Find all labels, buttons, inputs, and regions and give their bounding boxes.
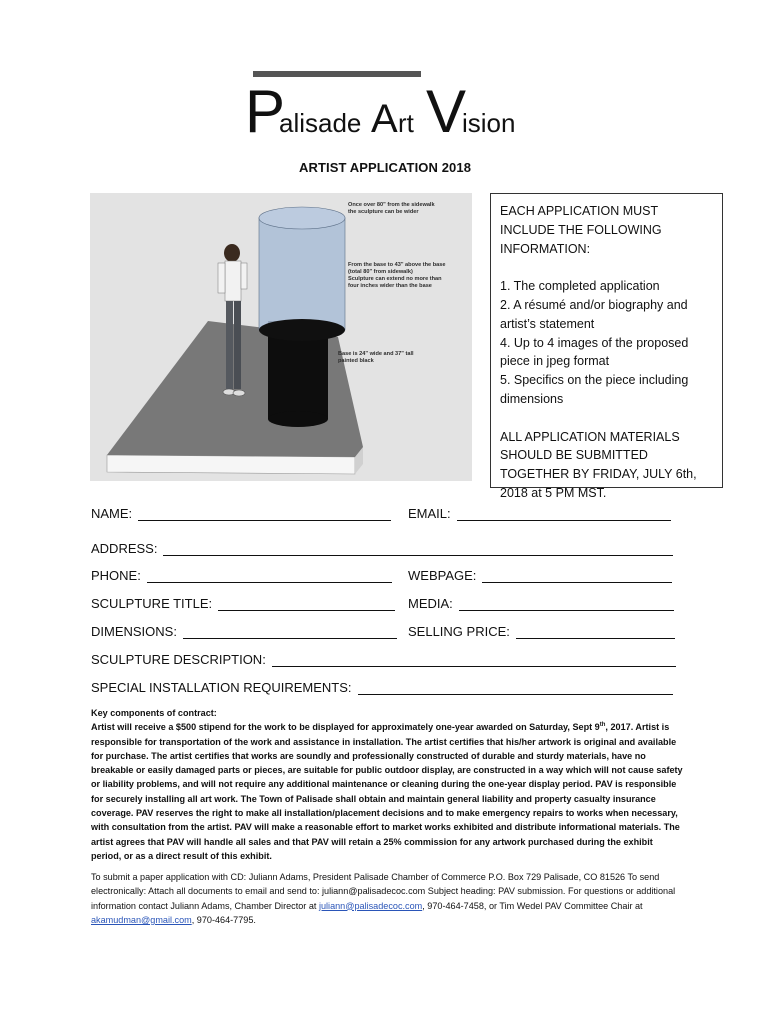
committee-email-link[interactable]: akamudman@gmail.com — [91, 914, 192, 925]
email-label: EMAIL: — [408, 506, 451, 521]
special-installation-input-line[interactable] — [358, 680, 673, 695]
requirements-intro: EACH APPLICATION MUST INCLUDE THE FOLLOWING INFORMATION: — [500, 204, 662, 256]
dimensions-input-line[interactable] — [183, 624, 397, 639]
form-row-name-email — [91, 506, 681, 526]
special-installation-field[interactable] — [91, 680, 673, 695]
address-field[interactable] — [91, 541, 673, 556]
sculpture-description-input-line[interactable] — [272, 652, 676, 667]
media-input-line[interactable] — [459, 596, 674, 611]
form-row-dimensions-price — [91, 624, 681, 644]
logo-letter-v: V — [426, 78, 467, 138]
dimensions-field[interactable] — [91, 624, 397, 639]
sculpture-requirements-figure — [90, 193, 472, 481]
sculpture-title-field[interactable] — [91, 596, 395, 611]
webpage-input-line[interactable] — [482, 568, 672, 583]
contract-heading: Key components of contract: — [91, 708, 217, 718]
phone-input-line[interactable] — [147, 568, 392, 583]
logo-word-alisade: alisade — [279, 108, 362, 138]
chamber-email-link[interactable]: juliann@palisadecoc.com — [318, 900, 423, 911]
email-input-line[interactable] — [457, 506, 671, 521]
form-row-description — [91, 652, 681, 672]
webpage-label: WEBPAGE: — [408, 568, 477, 583]
logo-letter-p: P — [245, 78, 286, 138]
sculpture-description-label: SCULPTURE DESCRIPTION: — [91, 652, 266, 667]
logo-bar — [253, 71, 421, 77]
email-field[interactable] — [408, 506, 671, 521]
selling-price-label: SELLING PRICE: — [408, 624, 510, 639]
requirement-item: 4. Up to 4 images of the proposed piece in jpeg format — [500, 335, 689, 369]
sculpture-description-field[interactable] — [91, 652, 676, 667]
sculpture-envelope-body — [259, 218, 345, 330]
requirement-item: 5. Specifics on the piece including dimensions — [500, 373, 689, 406]
address-input-line[interactable] — [163, 541, 673, 556]
selling-price-input-line[interactable] — [516, 624, 675, 639]
annotation-upper: Once over 80" from the sidewalk the sculpture can be wider — [348, 202, 435, 215]
phone-label: PHONE: — [91, 568, 141, 583]
logo-letter-a: A — [371, 97, 398, 138]
logo-word-rt: rt — [398, 108, 414, 138]
name-label: NAME: — [91, 506, 133, 521]
dimensions-label: DIMENSIONS: — [91, 624, 177, 639]
form-row-special-installation — [91, 680, 681, 700]
submission-deadline: ALL APPLICATION MATERIALS SHOULD BE SUBMITTED TOGETHER BY FRIDAY, JULY 6th, 2018 at 5 PM MST. — [500, 429, 697, 500]
form-row-phone-webpage — [91, 568, 681, 588]
contract-terms — [91, 706, 683, 863]
requirements-list — [500, 277, 713, 409]
document-title: ARTIST APPLICATION 2018 — [298, 160, 472, 175]
media-label: MEDIA: — [408, 596, 453, 611]
requirement-item: 1. The completed application — [500, 279, 660, 294]
webpage-field[interactable] — [408, 568, 672, 583]
annotation-middle: From the base to 43" above the base (total 80" from sidewalk) Sculpture can extend no more than four inches wider than the base — [348, 262, 446, 289]
submission-instructions: To submit a paper application with CD: Juliann Adams, President Palisade Chamber of Commerce P.O. Box 729 Palisade, CO 81526 To send electronically: Attach all documents to email and send to: juliann@palisadecoc.com Subject heading: PAV submission. For questions or additional information contact Juliann Adams, Chamber Director at juliann@palisadecoc.com, 970-464-7458, or Tim Wedel PAV Committee Chair at akamudman@gmail.com, 970-464-7795. — [91, 872, 676, 925]
application-requirements-box — [490, 193, 723, 500]
requirement-item: 2. A résumé and/or biography and artist’s statement — [500, 297, 688, 331]
palisade-art-vision-logo — [243, 66, 543, 138]
name-input-line[interactable] — [138, 506, 391, 521]
selling-price-field[interactable] — [408, 624, 675, 639]
address-label: ADDRESS: — [91, 541, 158, 556]
sculpture-title-label: SCULPTURE TITLE: — [91, 596, 213, 611]
sculpture-envelope-bottom — [259, 319, 345, 341]
contract-body: Artist will receive a $500 stipend for the work to be displayed for approximately one-year awarded on Saturday, Sept 9th, 2017. Artist is responsible for transportation of the work and assistance in installation. The artist certifies that his/her artwork is original and available for purchase. The artist certifies that works are soundly and professionally constructed of durable and sturdy materials, have no breakable or easily damaged parts or pieces, are suitable for public outdoor display, are constructed in a way which will not cause safety or liability problems, and will not require any additional maintenance or cleaning during the one-year display period. PAV is responsible for securely installing all art work. The Town of Palisade shall obtain and maintain general liability and property casualty insurance coverage. PAV reserves the right to make all installation/placement decisions and to make emergency repairs to works when necessary, with consultation from the artist. PAV will make a reasonable effort to market works exhibited and distribute informational materials. The artist agrees that PAV will handle all sales and that PAV will retain a 25% commission for any artwork purchased during the exhibit period, or as a direct result of this exhibit. — [91, 722, 683, 861]
form-row-title-media — [91, 596, 681, 616]
black-base-bottom — [268, 411, 328, 427]
form-row-address — [91, 541, 681, 561]
special-installation-label: SPECIAL INSTALLATION REQUIREMENTS: — [91, 680, 352, 695]
annotation-base: Base is 24" wide and 37" tall painted black — [338, 351, 414, 364]
logo-word-ision: ision — [462, 108, 516, 138]
media-field[interactable] — [408, 596, 674, 611]
ground-slab-side — [107, 455, 355, 474]
sculpture-title-input-line[interactable] — [218, 596, 395, 611]
sculpture-envelope-top — [259, 207, 345, 229]
phone-field[interactable] — [91, 568, 392, 583]
name-field[interactable] — [91, 506, 391, 521]
